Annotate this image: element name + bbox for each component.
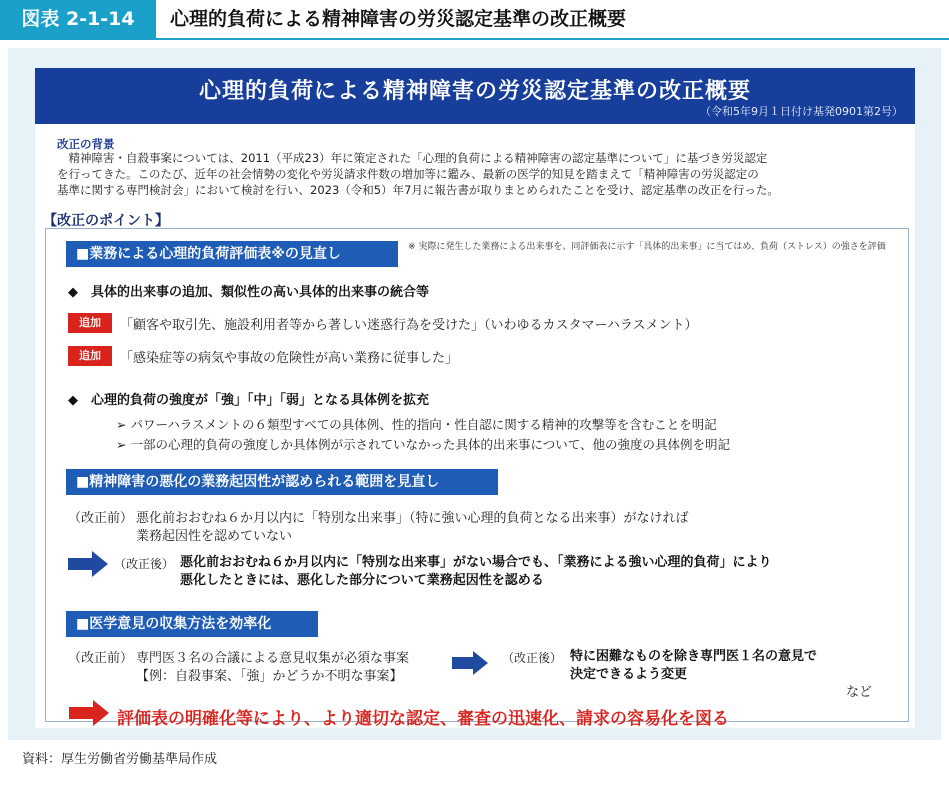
opinion-before-line: 【例：自殺事案、「強」かどうか不明な事案】 [136,669,403,684]
before-label: （改正前） [68,651,134,666]
right-arrow-icon [452,651,488,675]
after-label: （改正後） [114,557,175,571]
sub-other-intensity: ➢ 一部の心理的負荷の強度しか具体例が示されていなかった具体的出来事について、他の強度の具体例を明記 [116,437,730,452]
right-arrow-icon [68,551,108,577]
background-line: 基準に関する専門検討会」において検討を行い、2023（令和5）年7月に報告書が取りまとめられたことを受け、認定基準の改正を行った。 [57,183,779,197]
section-aggravation: ■精神障害の悪化の業務起因性が認められる範囲を見直し [66,469,498,495]
banner-title: 心理的負荷による精神障害の労災認定基準の改正概要 [198,79,751,104]
added-event-infection-risk: 「感染症等の病気や事故の危険性が高い業務に従事した」 [120,351,459,366]
points-box [45,228,909,722]
etc-label: など [846,685,873,700]
opinion-before-line: 専門医３名の合議による意見収集が必須な事案 [136,651,410,666]
background-text [57,150,909,198]
before-label: （改正前） [68,511,134,526]
figure-header [0,0,949,38]
aggravation-after-line: 悪化したときには、悪化した部分について業務起因性を認める [180,573,544,588]
figure-title: 心理的負荷による精神障害の労災認定基準の改正概要 [170,8,627,30]
after-label: （改正後） [502,651,563,665]
header-divider [0,38,949,40]
figure-panel [8,48,941,740]
background-line: 精神障害・自殺事案については、2011（平成23）年に策定された「心理的負荷による精神障害の認定基準について」に基づき労災認定 [57,151,768,165]
aggravation-before-line: 悪化前おおむね６か月以内に「特別な出来事」（特に強い心理的負荷となる出来事）がなければ [136,511,689,526]
background-line: を行ってきた。このたび、近年の社会情勢の変化や労災請求件数の増加等に鑑み、最新の医学的知見を踏まえて「精神障害の労災認定の [57,167,759,181]
opinion-after-line: 特に困難なものを除き専門医１名の意見で [570,649,818,664]
conclusion-arrow-icon [69,700,109,726]
add-tag: 追加 [68,346,112,366]
conclusion-text: 評価表の明確化等により、より適切な認定、審査の迅速化、請求の容易化を図る [117,709,729,729]
sub-power-harassment: ➢ パワーハラスメントの６類型すべての具体例、性的指向・性自認に関する精神的攻撃等を含むことを明記 [116,417,717,432]
figure-label: 図表 2-1-14 [0,0,156,38]
source-note: 資料：厚生労働省労働基準局作成 [22,752,218,767]
section-evaluation-table: ■業務による心理的負荷評価表※の見直し [66,241,398,267]
add-tag: 追加 [68,313,112,333]
summary-card [35,68,915,728]
added-event-customer-harassment: 「顧客や取引先、施設利用者等から著しい迷惑行為を受けた」（いわゆるカスタマーハラスメント） [120,318,698,333]
points-heading: 【改正のポイント】 [43,213,169,229]
banner-subtitle: （令和5年9月１日付け基発0901第2号） [700,105,903,118]
evaluation-note: ※ 実際に発生した業務による出来事を、同評価表に示す「具体的出来事」に当てはめ、負荷（ストレス）の強さを評価 [408,242,886,252]
bullet-specific-events: ◆ 具体的出来事の追加、類似性の高い具体的出来事の統合等 [68,285,429,300]
section-medical-opinion: ■医学意見の収集方法を効率化 [66,611,318,637]
aggravation-after-line: 悪化前おおむね６か月以内に「特別な出来事」がない場合でも、「業務による強い心理的負荷」により [180,555,772,570]
bullet-intensity-examples: ◆ 心理的負荷の強度が「強」「中」「弱」となる具体例を拡充 [68,393,429,408]
background-heading: 改正の背景 [57,137,115,151]
aggravation-before-line: 業務起因性を認めていない [136,529,293,544]
opinion-after-line: 決定できるよう変更 [570,667,688,682]
title-banner [35,68,915,124]
